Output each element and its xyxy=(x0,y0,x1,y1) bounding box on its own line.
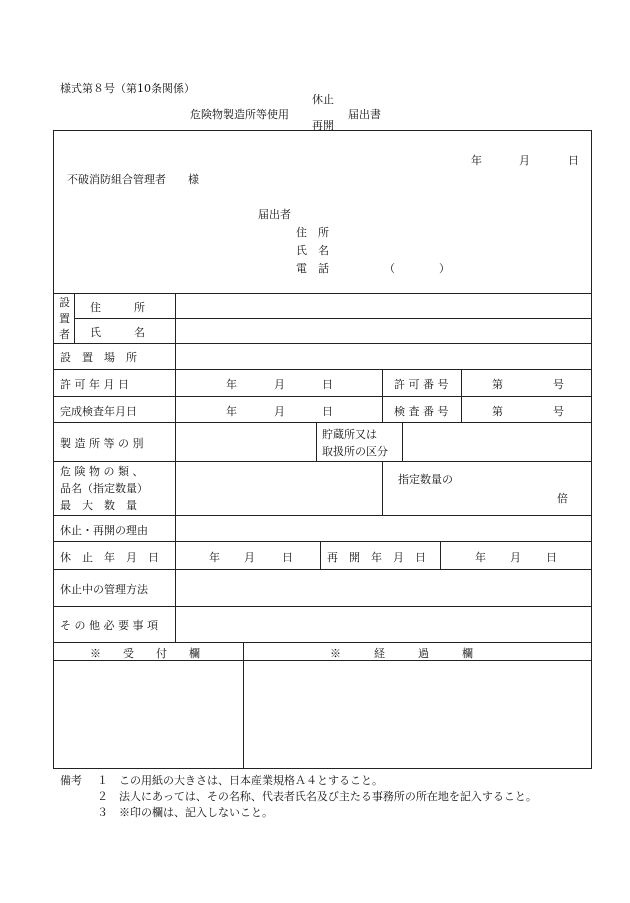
inspection-number-label: 検 査 番 号 xyxy=(394,405,449,418)
hazard-label-1: 危 険 物 の 類 、 xyxy=(60,465,144,478)
rule xyxy=(53,461,592,462)
rule xyxy=(53,642,592,643)
rule xyxy=(243,642,244,769)
permit-number-label: 許 可 番 号 xyxy=(394,378,449,391)
storage-type-label-2: 取扱所の区分 xyxy=(322,445,388,458)
hazard-label-2: 品名（指定数量） xyxy=(60,482,148,495)
header-date-year: 年 xyxy=(471,154,482,167)
rule xyxy=(320,541,321,569)
header-date-day: 日 xyxy=(568,154,579,167)
note-3-num: ３ xyxy=(97,806,108,819)
rule xyxy=(382,369,383,422)
facility-type-label: 製 造 所 等 の 別 xyxy=(60,437,144,450)
reception-header: ※ 受 付 欄 xyxy=(90,647,200,660)
notes-label: 備考 xyxy=(60,774,82,787)
form-number: 様式第８号（第10条関係） xyxy=(60,82,195,95)
progress-header: ※ 経 過 欄 xyxy=(330,647,473,660)
rule xyxy=(53,369,592,370)
note-1-num: １ xyxy=(97,774,108,787)
installer-name-label: 氏 名 xyxy=(90,326,145,339)
note-2-text: 法人にあっては、その名称、代表者氏名及び主たる事務所の所在地を記入すること。 xyxy=(119,790,537,803)
inspection-number-dai: 第 xyxy=(492,405,503,418)
title-option-stop: 休止 xyxy=(312,93,334,106)
inspection-number-go: 号 xyxy=(553,405,564,418)
rule xyxy=(461,369,462,422)
rule xyxy=(53,569,592,570)
location-label: 設 置 場 所 xyxy=(60,351,137,364)
rule xyxy=(53,541,592,542)
stop-day: 日 xyxy=(282,551,293,564)
storage-type-label-1: 貯蔵所又は xyxy=(322,428,377,441)
stop-month: 月 xyxy=(244,551,255,564)
multiple-label: 指定数量の xyxy=(398,473,453,486)
rule xyxy=(53,343,592,344)
multiple-unit: 倍 xyxy=(557,492,568,505)
rule xyxy=(53,422,592,423)
rule xyxy=(53,606,592,607)
completion-month: 月 xyxy=(274,405,285,418)
title-suffix: 届出書 xyxy=(348,108,381,121)
applicant-label: 届出者 xyxy=(258,208,291,221)
resume-date-label: 再 開 年 月 日 xyxy=(327,551,426,564)
resume-day: 日 xyxy=(546,551,557,564)
permit-number-dai: 第 xyxy=(492,378,503,391)
applicant-phone-paren: （ ） xyxy=(384,262,450,275)
permit-month: 月 xyxy=(274,378,285,391)
permit-year: 年 xyxy=(226,378,237,391)
resume-month: 月 xyxy=(510,551,521,564)
completion-date-label: 完成検査年月日 xyxy=(60,405,137,418)
applicant-name-label: 氏 名 xyxy=(296,244,329,257)
completion-year: 年 xyxy=(226,405,237,418)
other-label: そ の 他 必 要 事 項 xyxy=(60,619,158,632)
reason-label: 休止・再開の理由 xyxy=(60,524,148,537)
installer-address-label: 住 所 xyxy=(90,301,145,314)
installer-char-3: 者 xyxy=(59,328,70,341)
title-prefix: 危険物製造所等使用 xyxy=(190,108,289,121)
rule xyxy=(53,515,592,516)
rule xyxy=(74,318,592,319)
hazard-label-3: 最 大 数 量 xyxy=(60,499,137,512)
title-option-resume: 再開 xyxy=(312,119,334,132)
rule xyxy=(53,293,592,294)
rule xyxy=(175,293,176,642)
rule xyxy=(382,461,383,515)
stop-date-label: 休 止 年 月 日 xyxy=(60,551,159,564)
rule xyxy=(74,293,75,343)
applicant-phone-label: 電 話 xyxy=(296,262,329,275)
installer-char-1: 設 xyxy=(59,296,70,309)
installer-char-2: 置 xyxy=(59,312,70,325)
permit-number-go: 号 xyxy=(553,378,564,391)
note-1-text: この用紙の大きさは、日本産業規格Ａ４とすること。 xyxy=(119,774,383,787)
rule xyxy=(440,541,441,569)
addressee: 不破消防組合管理者 様 xyxy=(67,173,199,186)
management-label: 休止中の管理方法 xyxy=(60,583,148,596)
resume-year: 年 xyxy=(475,551,486,564)
permit-day: 日 xyxy=(322,378,333,391)
note-3-text: ※印の欄は、記入しないこと。 xyxy=(119,806,273,819)
rule xyxy=(402,422,403,461)
note-2-num: ２ xyxy=(97,790,108,803)
applicant-address-label: 住 所 xyxy=(296,226,329,239)
header-date-month: 月 xyxy=(519,154,530,167)
stop-year: 年 xyxy=(209,551,220,564)
completion-day: 日 xyxy=(322,405,333,418)
rule xyxy=(53,396,592,397)
permit-date-label: 許 可 年 月 日 xyxy=(60,378,129,391)
rule xyxy=(316,422,317,461)
